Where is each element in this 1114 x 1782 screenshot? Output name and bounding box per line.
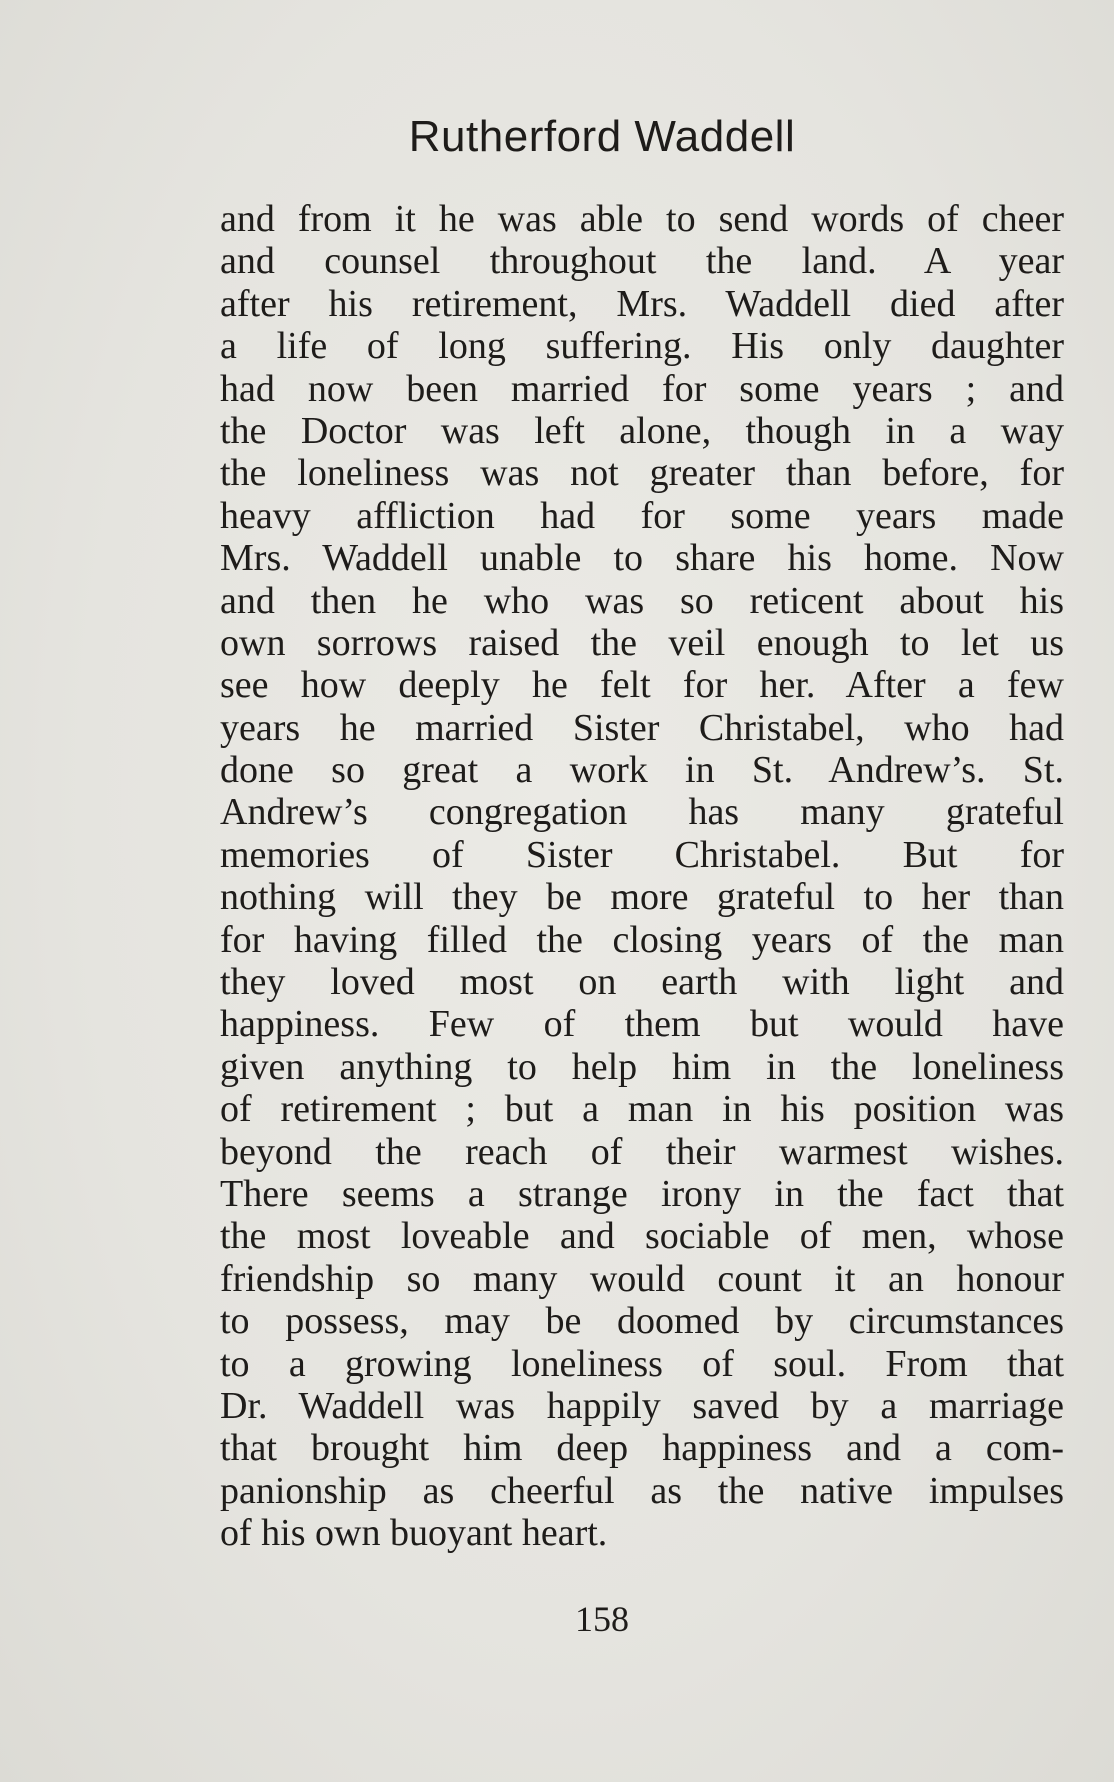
text-line: after his retirement, Mrs. Waddell died after — [220, 282, 1064, 325]
text-line: own sorrows raised the veil enough to let us — [220, 621, 1064, 664]
text-line: happiness. Few of them but would have — [220, 1003, 1064, 1046]
text-line: friendship so many would count it an honour — [220, 1257, 1064, 1300]
text-line: for having filled the closing years of the man — [220, 918, 1064, 961]
text-line: of retirement ; but a man in his position was — [220, 1088, 1064, 1131]
text-line: and counsel throughout the land. A year — [220, 240, 1064, 283]
running-head: Rutherford Waddell — [408, 112, 796, 161]
text-line: the Doctor was left alone, though in a way — [220, 409, 1064, 452]
text-line: Mrs. Waddell unable to share his home. Now — [220, 537, 1064, 580]
text-line: memories of Sister Christabel. But for — [220, 833, 1064, 876]
text-line: a life of long suffering. His only daughter — [220, 325, 1064, 368]
page-number: 158 — [575, 1599, 629, 1639]
text-line: There seems a strange irony in the fact that — [220, 1172, 1064, 1215]
text-line: they loved most on earth with light and — [220, 961, 1064, 1004]
text-line: to a growing loneliness of soul. From that — [220, 1342, 1064, 1385]
body-paragraph — [220, 198, 1064, 1555]
text-line: done so great a work in St. Andrew’s. St. — [220, 749, 1064, 792]
text-line: years he married Sister Christabel, who had — [220, 706, 1064, 749]
text-line: heavy affliction had for some years made — [220, 494, 1064, 537]
text-line: had now been married for some years ; and — [220, 367, 1064, 410]
text-line: Dr. Waddell was happily saved by a marriage — [220, 1384, 1064, 1427]
text-line: and then he who was so reticent about his — [220, 579, 1064, 622]
text-line: see how deeply he felt for her. After a few — [220, 664, 1064, 707]
text-line: the most loveable and sociable of men, whose — [220, 1215, 1064, 1258]
text-line: nothing will they be more grateful to her than — [220, 876, 1064, 919]
text-line: Andrew’s congregation has many grateful — [220, 791, 1064, 834]
text-line: panionship as cheerful as the native impulses — [220, 1469, 1064, 1512]
text-line: of his own buoyant heart. — [220, 1512, 608, 1555]
text-line: given anything to help him in the loneliness — [220, 1045, 1064, 1088]
text-line: to possess, may be doomed by circumstances — [220, 1300, 1064, 1343]
text-line: the loneliness was not greater than before, for — [220, 452, 1064, 495]
text-line: that brought him deep happiness and a com- — [220, 1427, 1064, 1470]
text-line: beyond the reach of their warmest wishes. — [220, 1130, 1064, 1173]
text-line: and from it he was able to send words of cheer — [220, 198, 1064, 240]
